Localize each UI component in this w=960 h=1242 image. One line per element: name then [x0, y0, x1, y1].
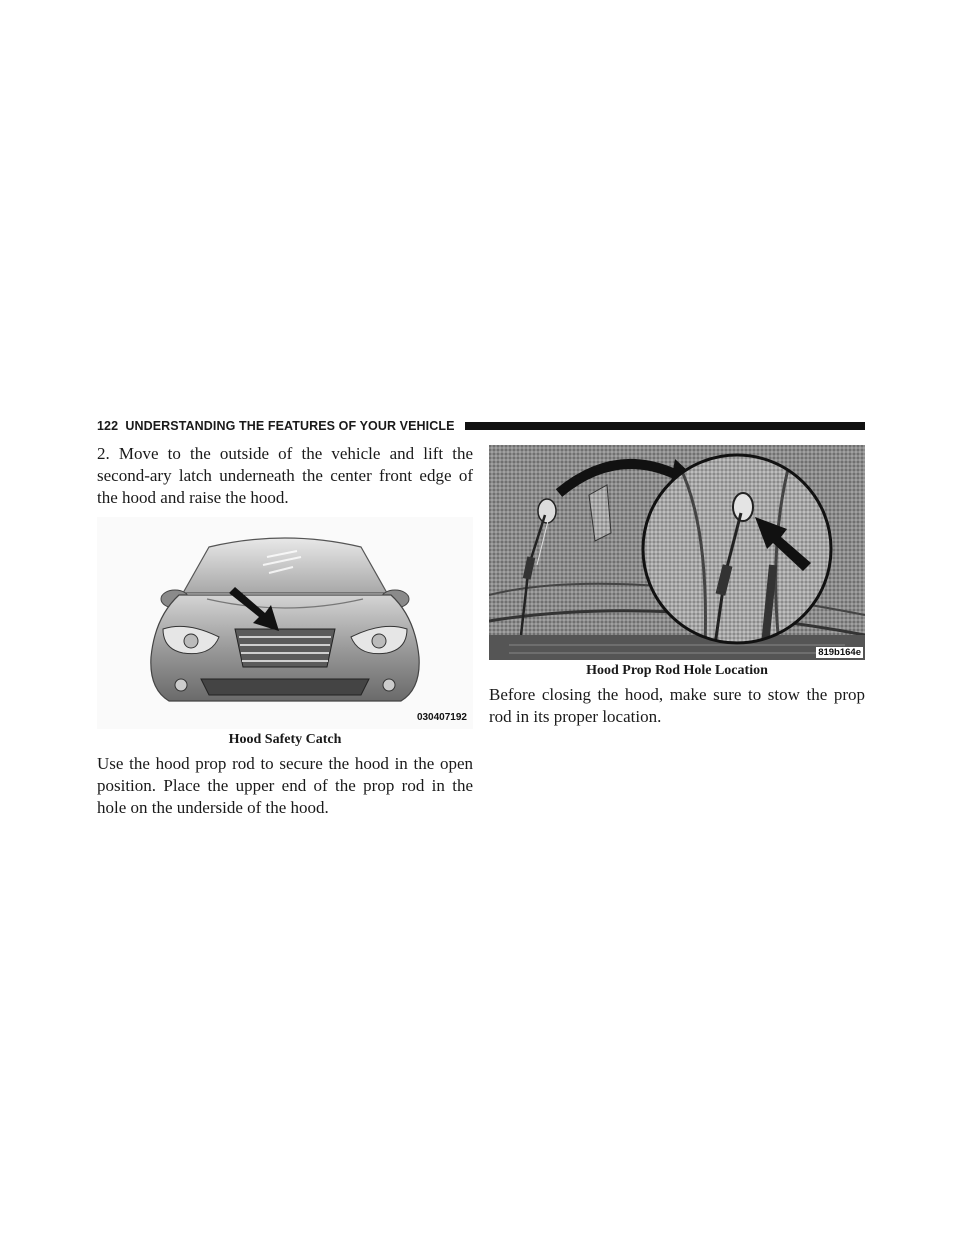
hood-underside-illustration	[489, 445, 865, 660]
figure-caption: Hood Safety Catch	[228, 732, 342, 747]
header-rule	[465, 422, 865, 430]
hood-prop-rod-figure	[489, 445, 865, 660]
header-text	[97, 417, 455, 435]
figure-caption: Hood Prop Rod Hole Location	[586, 663, 768, 678]
section-title: UNDERSTANDING THE FEATURES OF YOUR VEHICLE	[125, 419, 455, 433]
figure-code: 030407192	[416, 712, 467, 723]
prop-rod-paragraph: Use the hood prop rod to secure the hood in the open position. Place the upper end of the prop rod in the hole on the underside of the hood.	[97, 754, 473, 817]
running-header	[97, 417, 865, 435]
step-2-text: 2. Move to the outside of the vehicle and lift the second-ary latch underneath the center front edge of the hood and raise the hood.	[97, 444, 473, 507]
page-number: 122	[97, 419, 119, 433]
stow-prop-rod-paragraph: Before closing the hood, make sure to stow the prop rod in its proper location.	[489, 685, 865, 726]
figure-code: 819b164e	[818, 647, 861, 658]
car-front-illustration	[97, 517, 473, 729]
left-column	[97, 443, 473, 819]
hood-safety-catch-figure	[97, 517, 473, 729]
right-column	[489, 443, 865, 728]
